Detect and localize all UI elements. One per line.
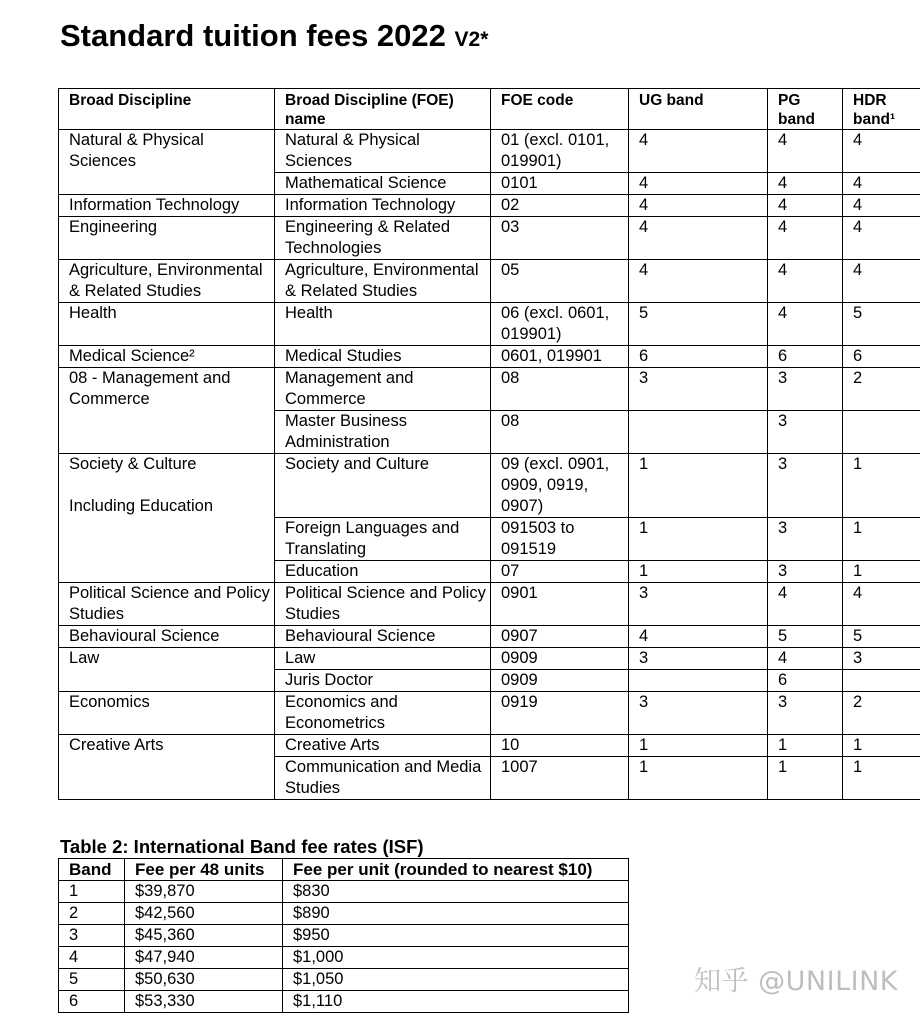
cell-foe-name: Juris Doctor — [275, 670, 491, 692]
cell-foe-name: Behavioural Science — [275, 626, 491, 648]
cell-ug-band: 4 — [629, 195, 768, 217]
cell-hdr-band: 4 — [843, 130, 920, 173]
cell-broad — [59, 173, 275, 195]
cell-fee-unit: $950 — [283, 925, 629, 947]
cell-foe-name: Foreign Languages and Translating — [275, 518, 491, 561]
cell-band: 2 — [59, 903, 125, 925]
cell-ug-band — [629, 670, 768, 692]
cell-foe-code: 0919 — [491, 692, 629, 735]
header-fee-per-48-units: Fee per 48 units — [125, 859, 283, 881]
cell-fee-unit: $830 — [283, 881, 629, 903]
cell-foe-name: Communication and Media Studies — [275, 757, 491, 800]
cell-foe-code: 0901 — [491, 583, 629, 626]
cell-foe-name: Information Technology — [275, 195, 491, 217]
cell-foe-name: Agriculture, Environmental & Related Studies — [275, 260, 491, 303]
cell-pg-band: 5 — [768, 626, 843, 648]
cell-pg-band: 4 — [768, 260, 843, 303]
cell-broad — [59, 757, 275, 800]
table-row — [59, 583, 920, 626]
cell-ug-band: 1 — [629, 561, 768, 583]
cell-broad-line1: Society & Culture — [69, 455, 197, 473]
cell-broad: Agriculture, Environmental & Related Studies — [59, 260, 275, 303]
cell-pg-band: 6 — [768, 346, 843, 368]
table-row — [59, 260, 920, 303]
cell-fee-48: $39,870 — [125, 881, 283, 903]
cell-fee-unit: $1,110 — [283, 991, 629, 1013]
cell-ug-band: 1 — [629, 757, 768, 800]
band-table-header-row — [59, 859, 629, 881]
cell-hdr-band: 1 — [843, 757, 920, 800]
cell-hdr-band — [843, 670, 920, 692]
cell-fee-48: $53,330 — [125, 991, 283, 1013]
cell-hdr-band: 2 — [843, 368, 920, 411]
cell-fee-48: $47,940 — [125, 947, 283, 969]
band-row — [59, 947, 629, 969]
cell-hdr-band: 4 — [843, 173, 920, 195]
cell-foe-code: 10 — [491, 735, 629, 757]
table-row — [59, 303, 920, 346]
cell-band: 5 — [59, 969, 125, 991]
cell-hdr-band: 1 — [843, 735, 920, 757]
cell-foe-name: Political Science and Policy Studies — [275, 583, 491, 626]
cell-hdr-band: 6 — [843, 346, 920, 368]
cell-band: 4 — [59, 947, 125, 969]
cell-ug-band: 3 — [629, 648, 768, 670]
cell-broad: Information Technology — [59, 195, 275, 217]
cell-broad: Engineering — [59, 217, 275, 260]
cell-foe-name: Law — [275, 648, 491, 670]
cell-hdr-band: 1 — [843, 561, 920, 583]
cell-hdr-band: 5 — [843, 626, 920, 648]
cell-pg-band: 1 — [768, 735, 843, 757]
cell-foe-code: 0907 — [491, 626, 629, 648]
cell-ug-band: 3 — [629, 583, 768, 626]
table-header-row — [59, 89, 920, 130]
cell-fee-48: $50,630 — [125, 969, 283, 991]
page-title-suffix: V2* — [454, 28, 489, 51]
table-row — [59, 518, 920, 561]
cell-foe-name: Mathematical Science — [275, 173, 491, 195]
table-row — [59, 648, 920, 670]
table-row — [59, 757, 920, 800]
watermark: 知乎 @UNILINK — [694, 966, 898, 997]
cell-band: 6 — [59, 991, 125, 1013]
cell-hdr-band: 5 — [843, 303, 920, 346]
cell-ug-band: 3 — [629, 368, 768, 411]
cell-hdr-band: 1 — [843, 518, 920, 561]
cell-foe-code: 01 (excl. 0101, 019901) — [491, 130, 629, 173]
cell-foe-name: Creative Arts — [275, 735, 491, 757]
cell-foe-name: Society and Culture — [275, 454, 491, 518]
cell-pg-band: 3 — [768, 454, 843, 518]
cell-pg-band: 4 — [768, 583, 843, 626]
cell-band: 3 — [59, 925, 125, 947]
cell-pg-band: 6 — [768, 670, 843, 692]
cell-foe-code: 03 — [491, 217, 629, 260]
cell-foe-name: Management and Commerce — [275, 368, 491, 411]
cell-hdr-band — [843, 411, 920, 454]
cell-broad: Medical Science² — [59, 346, 275, 368]
cell-pg-band: 4 — [768, 173, 843, 195]
cell-broad-line2: Including Education — [69, 497, 214, 515]
cell-pg-band: 3 — [768, 368, 843, 411]
cell-ug-band: 5 — [629, 303, 768, 346]
table-row — [59, 735, 920, 757]
cell-foe-code: 06 (excl. 0601, 019901) — [491, 303, 629, 346]
cell-ug-band — [629, 411, 768, 454]
cell-broad — [59, 411, 275, 454]
cell-pg-band: 4 — [768, 195, 843, 217]
cell-foe-code: 02 — [491, 195, 629, 217]
page-title — [60, 18, 488, 54]
table-row — [59, 561, 920, 583]
cell-foe-name: Economics and Econometrics — [275, 692, 491, 735]
header-foe-name: Broad Discipline (FOE) name — [275, 89, 491, 130]
cell-hdr-band: 4 — [843, 260, 920, 303]
cell-foe-code: 05 — [491, 260, 629, 303]
band-row — [59, 925, 629, 947]
band-row — [59, 903, 629, 925]
table-row — [59, 692, 920, 735]
header-pg-band: PG band — [768, 89, 843, 130]
cell-broad — [59, 518, 275, 561]
band-row — [59, 969, 629, 991]
cell-broad — [59, 561, 275, 583]
cell-foe-name: Medical Studies — [275, 346, 491, 368]
cell-ug-band: 1 — [629, 518, 768, 561]
cell-hdr-band: 4 — [843, 583, 920, 626]
table-row — [59, 173, 920, 195]
cell-pg-band: 4 — [768, 217, 843, 260]
cell-ug-band: 4 — [629, 626, 768, 648]
cell-ug-band: 3 — [629, 692, 768, 735]
cell-fee-48: $45,360 — [125, 925, 283, 947]
cell-hdr-band: 3 — [843, 648, 920, 670]
header-foe-code: FOE code — [491, 89, 629, 130]
cell-fee-unit: $1,000 — [283, 947, 629, 969]
cell-band: 1 — [59, 881, 125, 903]
table-row — [59, 454, 920, 518]
table-row — [59, 626, 920, 648]
table2-title: Table 2: International Band fee rates (ISF) — [60, 836, 424, 857]
cell-foe-code: 07 — [491, 561, 629, 583]
cell-hdr-band: 4 — [843, 217, 920, 260]
cell-ug-band: 4 — [629, 130, 768, 173]
cell-foe-name: Engineering & Related Technologies — [275, 217, 491, 260]
cell-broad: 08 - Management and Commerce — [59, 368, 275, 411]
cell-broad: Law — [59, 648, 275, 670]
cell-ug-band: 6 — [629, 346, 768, 368]
band-fee-table — [58, 858, 629, 1013]
cell-pg-band: 3 — [768, 411, 843, 454]
cell-ug-band: 4 — [629, 217, 768, 260]
table-row — [59, 670, 920, 692]
cell-foe-code: 0909 — [491, 670, 629, 692]
header-fee-per-unit: Fee per unit (rounded to nearest $10) — [283, 859, 629, 881]
cell-broad: Behavioural Science — [59, 626, 275, 648]
table-row — [59, 217, 920, 260]
cell-foe-name: Health — [275, 303, 491, 346]
header-broad-discipline: Broad Discipline — [59, 89, 275, 130]
cell-broad: Health — [59, 303, 275, 346]
cell-foe-code: 0601, 019901 — [491, 346, 629, 368]
discipline-band-table — [58, 88, 920, 800]
cell-foe-name: Natural & Physical Sciences — [275, 130, 491, 173]
cell-foe-name: Education — [275, 561, 491, 583]
cell-pg-band: 1 — [768, 757, 843, 800]
cell-fee-unit: $1,050 — [283, 969, 629, 991]
cell-hdr-band: 4 — [843, 195, 920, 217]
cell-pg-band: 3 — [768, 561, 843, 583]
cell-foe-code: 0101 — [491, 173, 629, 195]
cell-broad: Political Science and Policy Studies — [59, 583, 275, 626]
table-row — [59, 195, 920, 217]
cell-broad: Natural & Physical Sciences — [59, 130, 275, 173]
cell-hdr-band: 2 — [843, 692, 920, 735]
cell-pg-band: 4 — [768, 303, 843, 346]
cell-pg-band: 3 — [768, 518, 843, 561]
table-row — [59, 130, 920, 173]
cell-ug-band: 4 — [629, 173, 768, 195]
cell-fee-48: $42,560 — [125, 903, 283, 925]
cell-foe-name: Master Business Administration — [275, 411, 491, 454]
cell-broad — [59, 670, 275, 692]
cell-hdr-band: 1 — [843, 454, 920, 518]
header-ug-band: UG band — [629, 89, 768, 130]
band-row — [59, 881, 629, 903]
cell-ug-band: 1 — [629, 454, 768, 518]
header-hdr-band: HDR band¹ — [843, 89, 920, 130]
cell-ug-band: 1 — [629, 735, 768, 757]
header-band: Band — [59, 859, 125, 881]
cell-foe-code: 09 (excl. 0901, 0909, 0919, 0907) — [491, 454, 629, 518]
cell-foe-code: 0909 — [491, 648, 629, 670]
page-title-main: Standard tuition fees 2022 — [60, 18, 446, 53]
band-row — [59, 991, 629, 1013]
cell-foe-code: 08 — [491, 411, 629, 454]
table-row — [59, 346, 920, 368]
cell-pg-band: 4 — [768, 648, 843, 670]
table-row — [59, 411, 920, 454]
cell-broad — [59, 454, 275, 518]
table-row — [59, 368, 920, 411]
cell-spacer — [69, 475, 271, 496]
cell-foe-code: 091503 to 091519 — [491, 518, 629, 561]
cell-foe-code: 08 — [491, 368, 629, 411]
cell-broad: Creative Arts — [59, 735, 275, 757]
cell-foe-code: 1007 — [491, 757, 629, 800]
cell-pg-band: 3 — [768, 692, 843, 735]
cell-broad: Economics — [59, 692, 275, 735]
cell-ug-band: 4 — [629, 260, 768, 303]
cell-fee-unit: $890 — [283, 903, 629, 925]
cell-pg-band: 4 — [768, 130, 843, 173]
